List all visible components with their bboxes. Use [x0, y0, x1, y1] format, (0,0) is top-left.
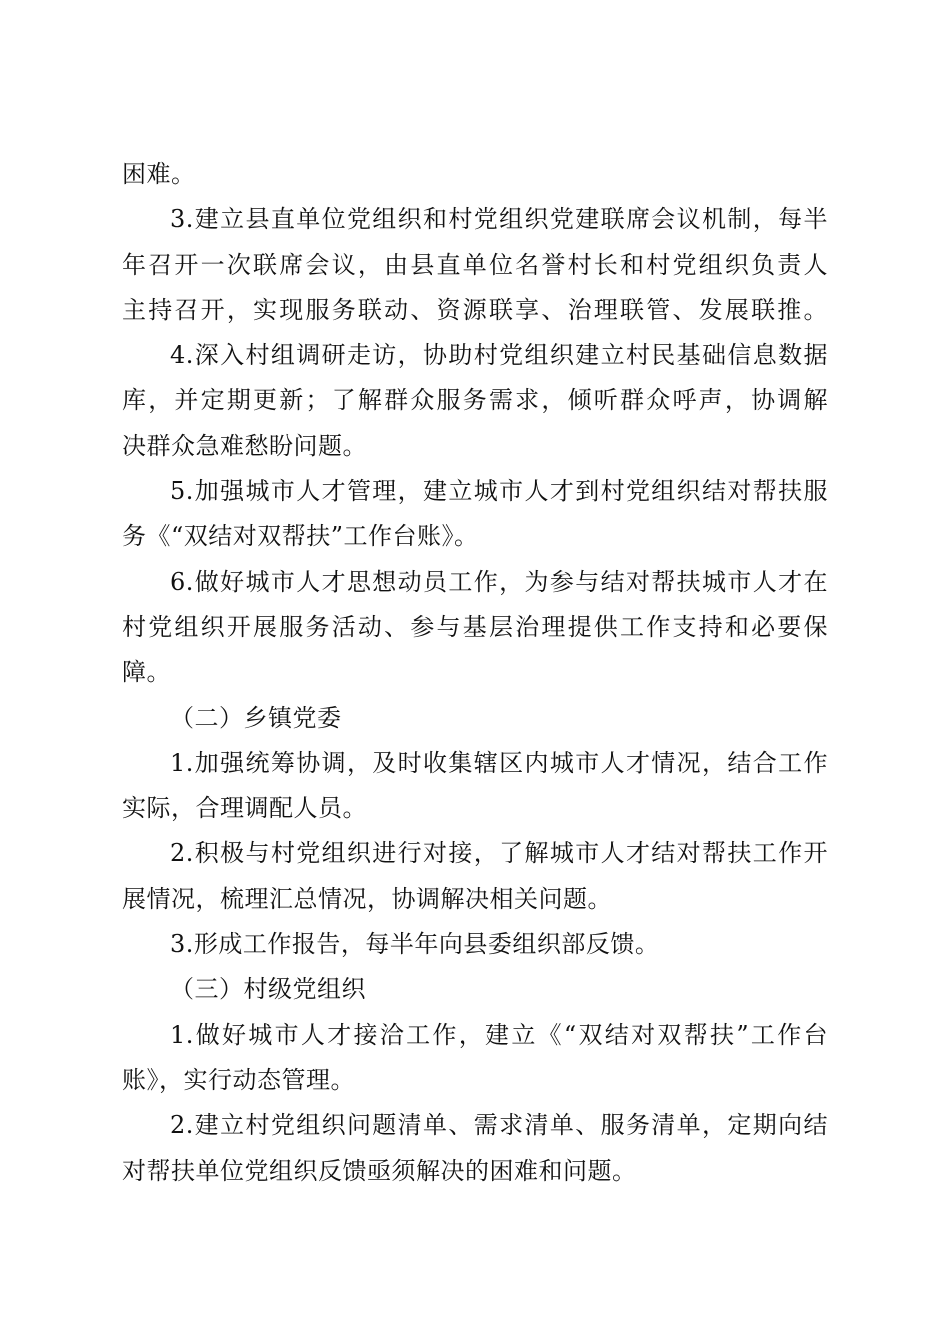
- section-heading: （二）乡镇党委: [170, 703, 342, 732]
- paragraph-line: 决群众急难愁盼问题。: [122, 431, 367, 460]
- paragraph-line: 对帮扶单位党组织反馈亟须解决的困难和问题。: [122, 1156, 637, 1185]
- paragraph-line: 2.积极与村党组织进行对接，了解城市人才结对帮扶工作开: [170, 839, 828, 868]
- paragraph-line: 实际，合理调配人员。: [122, 794, 367, 823]
- paragraph-line: 3.形成工作报告，每半年向县委组织部反馈。: [170, 930, 660, 959]
- paragraph-line: 障。: [122, 658, 171, 687]
- paragraph-line: 务《“双结对双帮扶”工作台账》。: [122, 522, 479, 551]
- paragraph-line: 年召开一次联席会议，由县直单位名誉村长和村党组织负责人: [122, 250, 828, 279]
- paragraph-line: 展情况，梳理汇总情况，协调解决相关问题。: [122, 884, 612, 913]
- paragraph-line: 6.做好城市人才思想动员工作，为参与结对帮扶城市人才在: [170, 567, 828, 596]
- paragraph-line: 村党组织开展服务活动、参与基层治理提供工作支持和必要保: [122, 612, 828, 641]
- paragraph-line: 3.建立县直单位党组织和村党组织党建联席会议机制，每半: [170, 205, 828, 234]
- paragraph-line: 账》，实行动态管理。: [122, 1065, 355, 1094]
- paragraph-line: 5.加强城市人才管理，建立城市人才到村党组织结对帮扶服: [170, 477, 828, 506]
- paragraph-line: 1.做好城市人才接洽工作，建立《“双结对双帮扶”工作台: [170, 1020, 828, 1049]
- paragraph-line: 1.加强统筹协调，及时收集辖区内城市人才情况，结合工作: [170, 748, 828, 777]
- paragraph-line: 库，并定期更新；了解群众服务需求，倾听群众呼声，协调解: [122, 386, 828, 415]
- paragraph-line: 2.建立村党组织问题清单、需求清单、服务清单，定期向结: [170, 1111, 828, 1140]
- document-body: [122, 152, 828, 1194]
- paragraph-line: 主持召开，实现服务联动、资源联享、治理联管、发展联推。: [122, 295, 828, 324]
- paragraph-line: 困难。: [122, 160, 196, 188]
- section-heading: （三）村级党组织: [170, 975, 366, 1004]
- paragraph-line: 4.深入村组调研走访，协助村党组织建立村民基础信息数据: [170, 341, 828, 370]
